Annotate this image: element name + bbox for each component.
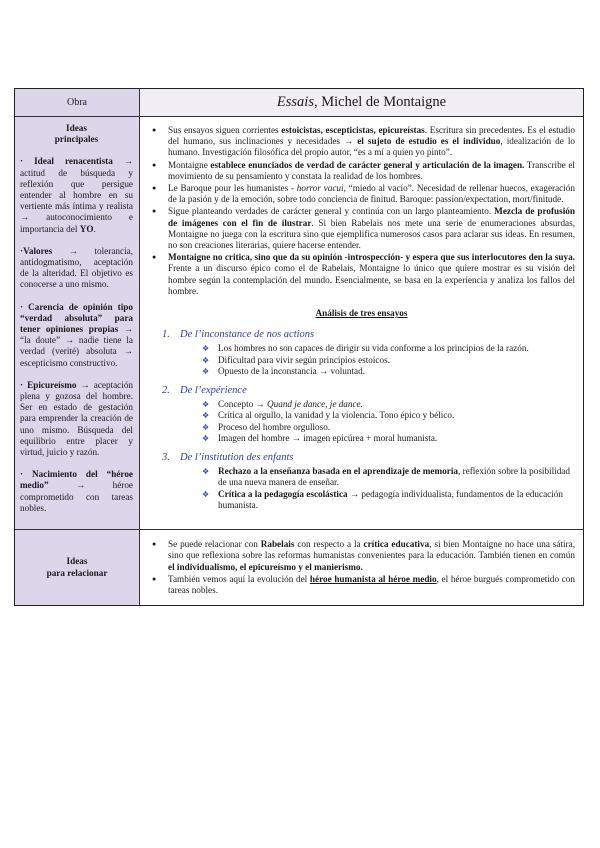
- work-title-italic: Essais: [276, 94, 314, 110]
- idea-valores-text: → tolerancia, antidogmatismo, aceptación de la alteridad. El objetivo es conocerse a uno mismo.: [20, 245, 133, 290]
- list-item: ❖ Proceso del hombre orgulloso.: [202, 422, 575, 433]
- essay-3-points: [148, 466, 575, 511]
- sidebar-title-line2: principales: [54, 134, 99, 145]
- idea-carencia: [20, 302, 133, 369]
- idea-heroe-label: · Nacimiento del “héroe medio”: [20, 469, 133, 491]
- sidebar-title-line1: Ideas: [66, 123, 87, 133]
- relate-row: [15, 530, 583, 605]
- list-item: ❖ Crítica a la pedagogía escolástica → pedagogía individualista, fundamentos de la educación humanista.: [202, 489, 575, 511]
- idea-valores-label: ·Valores: [20, 245, 53, 256]
- essay-2-heading: 2. De l’expérience: [162, 385, 247, 397]
- idea-renacentista: · Ideal renacentista → actitud de búsqueda y reflexión que persigue entender al hombre en su vertiente más íntima y realista → autoconocimiento e importancia del YO.: [20, 156, 133, 234]
- idea-yo: YO: [79, 223, 94, 234]
- main-content: [140, 117, 583, 529]
- essay-2: [148, 385, 575, 444]
- idea-epicureismo: [20, 380, 133, 458]
- main-bullets: [148, 125, 575, 297]
- list-item: ❖ Los hombres no son capaces de dirigir su vida conforme a los principios de la razón.: [202, 343, 575, 354]
- idea-epicureismo-label: · Epicureísmo: [20, 379, 77, 390]
- work-title: [140, 89, 583, 116]
- list-item: ❖ Rechazo a la enseñanza basada en el aprendizaje de memoria, reflexión sobre la posibilidad de una nueva manera de enseñar.: [202, 466, 575, 488]
- idea-valores: [20, 246, 133, 291]
- header-label: Obra: [15, 89, 140, 116]
- idea-carencia-text: → “la doute” → nadie tiene la verdad (verité) absoluta → escepticismo constructivo.: [20, 324, 133, 368]
- list-item: ❖ Imagen del hombre → imagen epicúrea + moral humanista.: [202, 433, 575, 444]
- essay-3-heading: 3. De l’institution des enfants: [162, 452, 294, 464]
- idea-carencia-label: · Carencia de opinión tipo “verdad absoluta” para tener opiniones propias: [20, 301, 133, 335]
- main-ideas-row: [15, 117, 583, 530]
- essay-1-points: [148, 343, 575, 377]
- relate-label-line2: para relacionar: [46, 567, 108, 578]
- essay-2-points: [148, 399, 575, 444]
- list-item: ● También vemos aquí la evolución del héroe humanista al héroe medio, el héroe burgués comprometido con tareas nobles.: [148, 574, 575, 596]
- idea-renacentista-label: · Ideal renacentista: [20, 156, 113, 167]
- relate-label: [15, 530, 140, 605]
- relate-content: [140, 530, 583, 605]
- essay-3: [148, 452, 575, 511]
- list-item: ❖ Crítica al orgullo, la vanidad y la violencia. Tono épico y bélico.: [202, 410, 575, 421]
- section-title: Análisis de tres ensayos: [315, 308, 408, 319]
- list-item: ● Le Baroque pour les humanistes - horror vacui, “miedo al vacío”. Necesidad de rellenar huecos, exageración de la pasión y de la emoción, sobre todo conciencia de finitud. Baroque: passion/expectation, mort/finitude.: [148, 183, 575, 205]
- sidebar-title: [20, 123, 133, 145]
- essay-1: [148, 329, 575, 377]
- list-item: ❖ Opuesto de la inconstancia → voluntad.: [202, 366, 575, 377]
- idea-epicureismo-text: → aceptación plena y gozosa del hombre. Ser en estado de gestación para emprender la creación de uno mismo. Búsqueda del equilibrio entre placer y virtud, juicio y razón.: [20, 379, 134, 458]
- main-ideas-sidebar: [15, 117, 140, 529]
- relate-label-line1: Ideas: [66, 556, 88, 567]
- list-item: ❖ Concepto → Quand je dance, je dance.: [202, 399, 575, 410]
- idea-heroe-medio: [20, 469, 133, 514]
- work-title-rest: , Michel de Montaigne: [313, 94, 447, 110]
- list-item: ● Sus ensayos siguen corrientes estoicistas, escepticistas, epicureístas. Escritura sin precedentes. Es el estudio del humano, sus inclinaciones y necesidades → el sujeto de estudio es el individuo, idealización de lo humano. Investigación filosófica del propio autor, “es a mí a quien yo pinto”.: [148, 125, 575, 159]
- list-item: ❖ Dificultad para vivir según principios estoicos.: [202, 355, 575, 366]
- summary-table: [14, 88, 584, 606]
- idea-renacentista-text: → actitud de búsqueda y reflexión que persigue entender al hombre en su vertiente más íntima y realista → autoconocimiento e importancia del: [20, 156, 133, 234]
- list-item: ● Montaigne no critica, sino que da su opinión -introspección- y espera que sus interlocutores den la suya. Frente a un discurso épico como el de Rabelais, Montaigne lo único que quiere mostrar es su visión del hombre según la contemplación del mundo. Esencialmente, se basa en la experiencia y analiza los fallos del hombre.: [148, 252, 575, 297]
- idea-heroe-text: → héroe comprometido con tareas nobles.: [20, 480, 133, 513]
- relate-bullets: [148, 539, 575, 596]
- essay-1-heading: 1. De l’inconstance de nos actions: [162, 329, 315, 341]
- header-row: [15, 89, 583, 117]
- list-item: ● Montaigne establece enunciados de verdad de carácter general y articulación de la imagen. Transcribe el movimiento de su pensamiento y constata la realidad de los hombres.: [148, 160, 575, 182]
- list-item: ● Se puede relacionar con Rabelais con respecto a la crítica educativa, si bien Montaigne no hace una sátira, sino que reflexiona sobre las reformas humanistas convenientes para la educación. También tienen en común el individualismo, el epicureísmo y el manierismo.: [148, 539, 575, 573]
- list-item: ● Sigue planteando verdades de carácter general y continúa con un largo planteamiento. Mezcla de profusión de imágenes con el fin de ilustrar. Si bien Rabelais nos mete una serie de enumeraciones absurdas, Montaigne no juega con la escritura sino que ejemplifica numerosos casos para aclarar sus ideas. En resumen, no son creaciones literarias, quiere hacerse entender.: [148, 206, 575, 251]
